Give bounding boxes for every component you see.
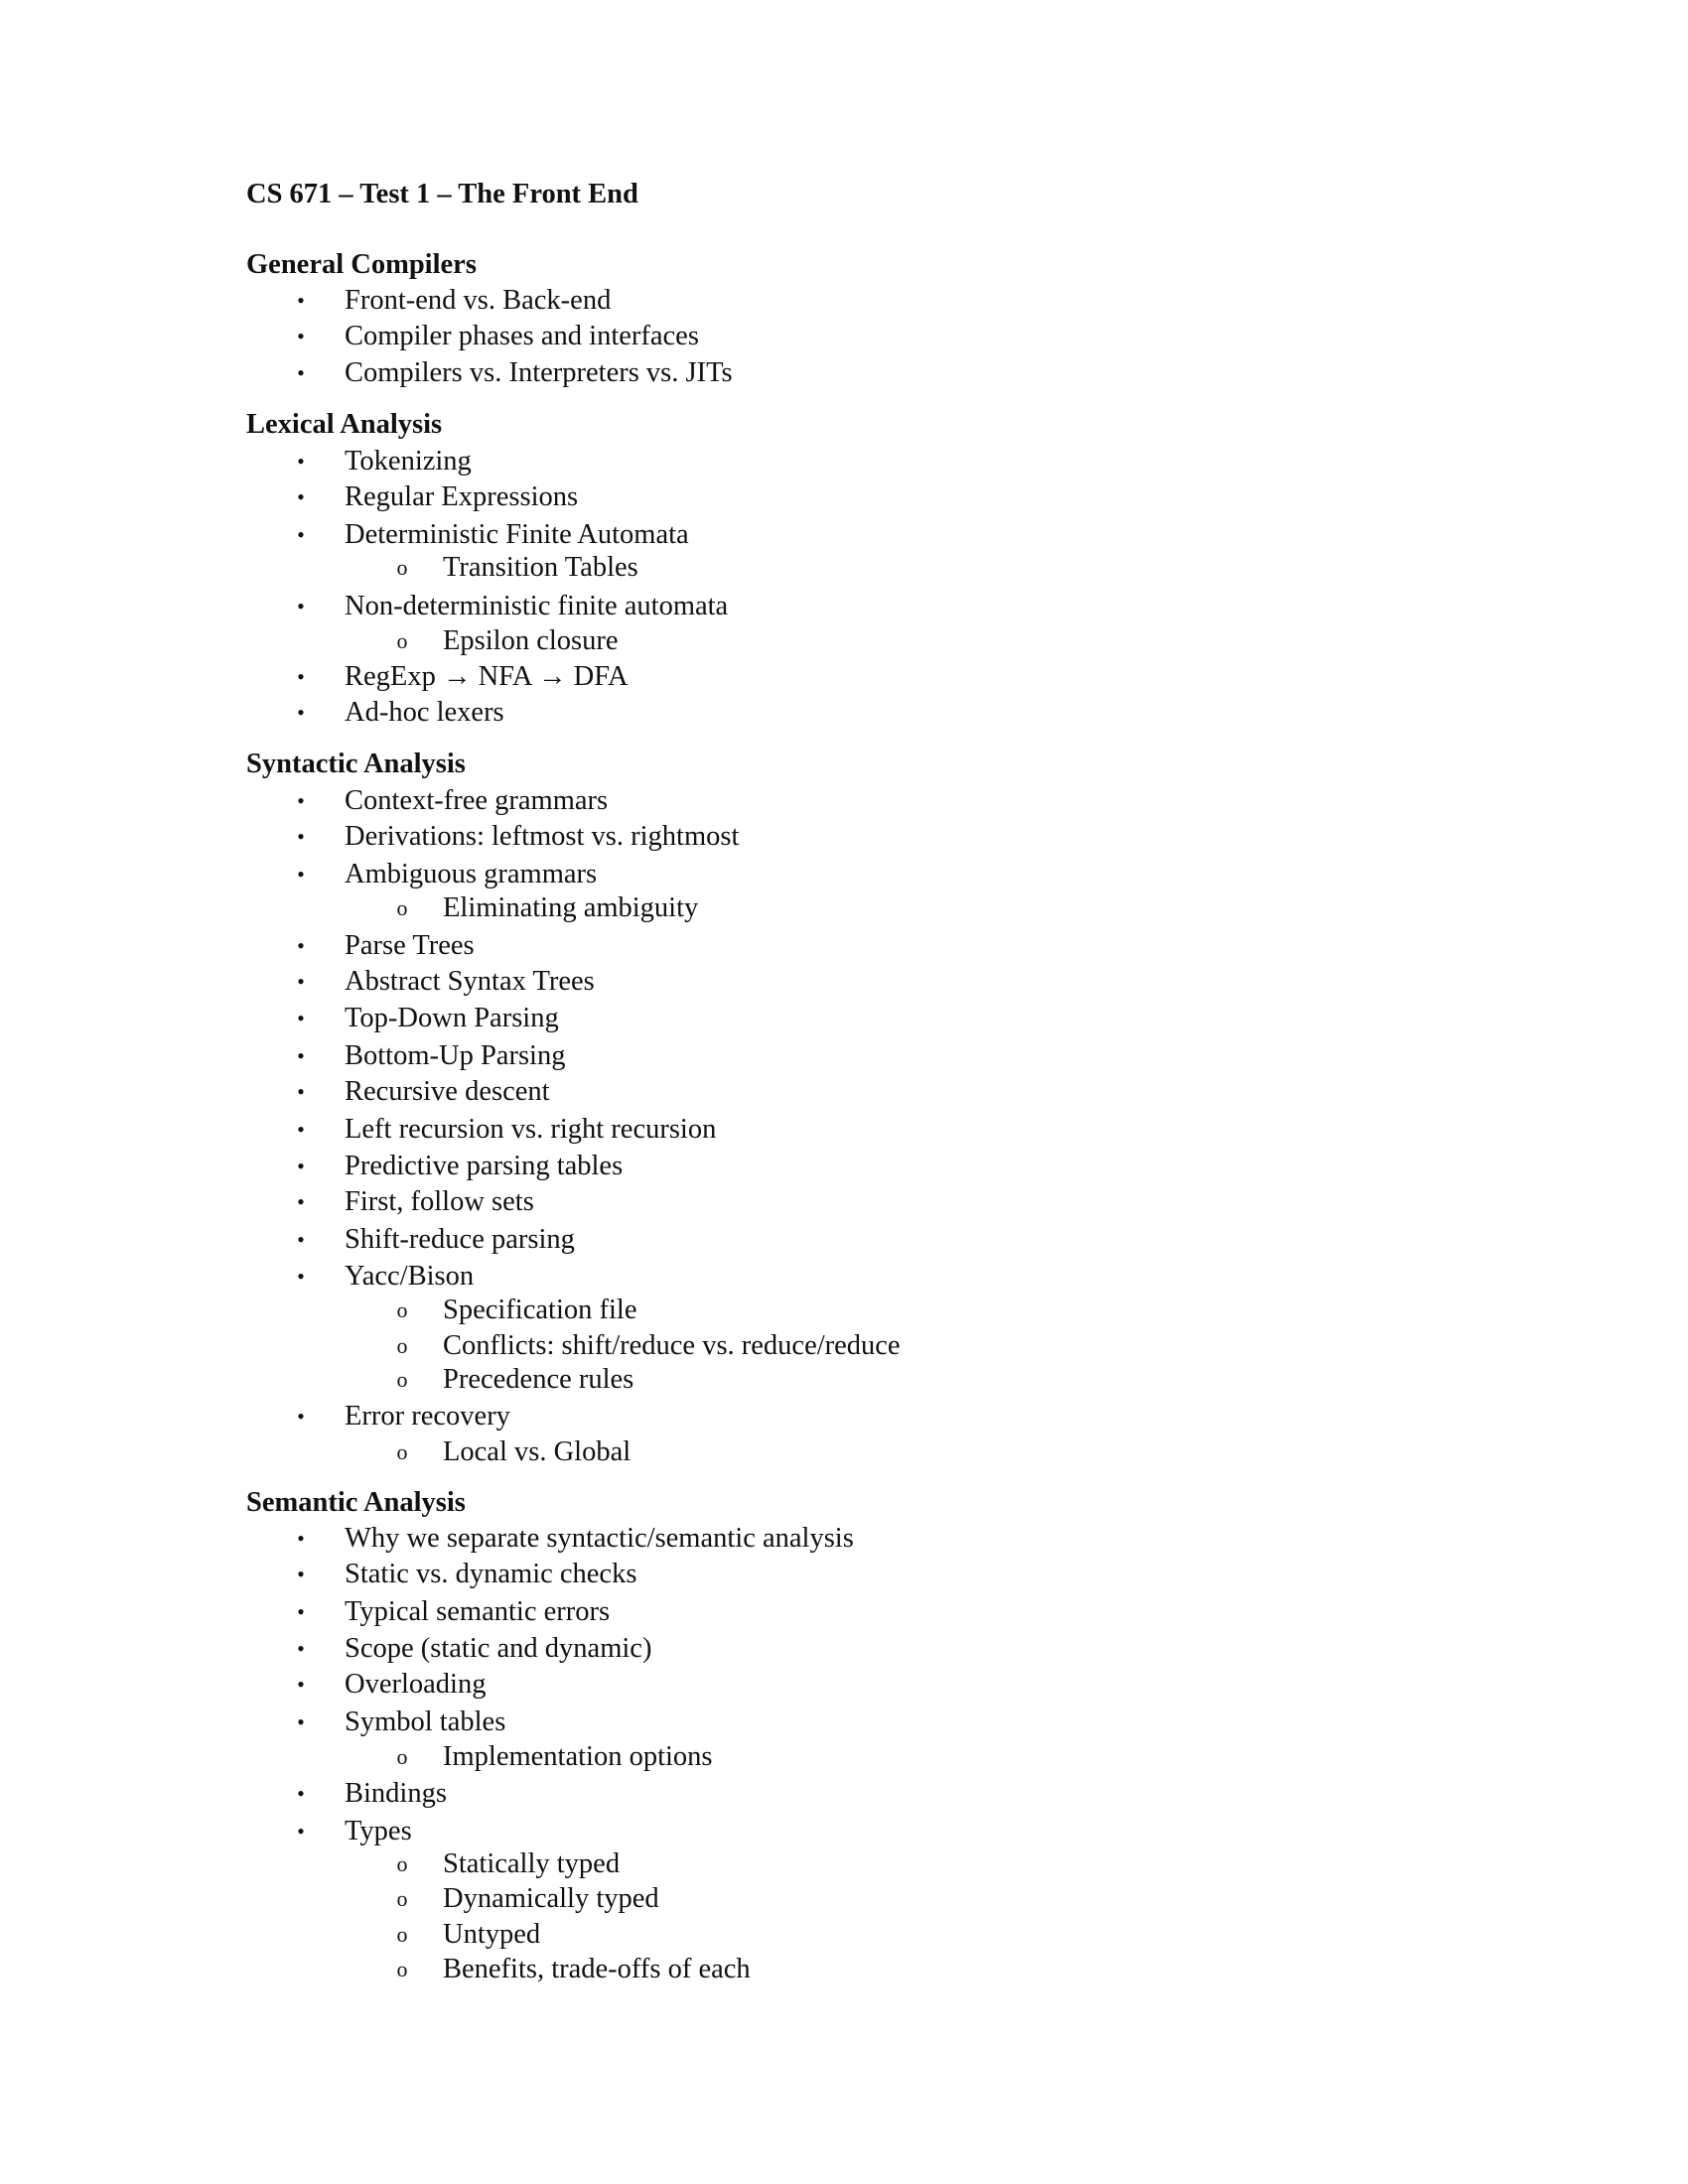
bullet-icon: • xyxy=(297,1599,305,1624)
list-item: Bottom-Up Parsing xyxy=(345,1040,566,1071)
bullet-icon: • xyxy=(297,788,305,813)
bullet-icon: • xyxy=(297,824,305,849)
sub-list-item: Precedence rules xyxy=(443,1364,634,1395)
list-item: Scope (static and dynamic) xyxy=(345,1633,652,1664)
sub-bullet-icon: o xyxy=(396,555,408,580)
sub-list-item: Eliminating ambiguity xyxy=(443,892,699,923)
sub-bullet-icon: o xyxy=(396,1886,408,1911)
bullet-icon: • xyxy=(297,324,305,348)
bullet-icon: • xyxy=(297,700,305,725)
bullet-icon: • xyxy=(297,1562,305,1586)
list-item: Overloading xyxy=(345,1669,487,1700)
list-item: Top-Down Parsing xyxy=(345,1003,559,1033)
bullet-icon: • xyxy=(297,1006,305,1030)
list-item: Recursive descent xyxy=(345,1076,550,1107)
sub-bullet-icon: o xyxy=(396,895,408,920)
bullet-icon: • xyxy=(297,1043,305,1068)
list-item: Types xyxy=(345,1816,412,1846)
list-item: Compilers vs. Interpreters vs. JITs xyxy=(345,357,733,388)
list-item: Ad-hoc lexers xyxy=(345,697,504,728)
bullet-icon: • xyxy=(297,1672,305,1697)
bullet-icon: • xyxy=(297,360,305,385)
sub-bullet-icon: o xyxy=(396,628,408,653)
list-item: Error recovery xyxy=(345,1401,510,1432)
list-item: Parse Trees xyxy=(345,930,475,961)
bullet-icon: • xyxy=(297,1636,305,1661)
sub-list-item: Local vs. Global xyxy=(443,1436,632,1467)
section-heading-general-compilers: General Compilers xyxy=(246,249,477,280)
sub-bullet-icon: o xyxy=(396,1367,408,1392)
list-item: Ambiguous grammars xyxy=(345,859,598,889)
bullet-icon: • xyxy=(297,933,305,958)
bullet-icon: • xyxy=(297,862,305,887)
sub-list-item: Untyped xyxy=(443,1919,541,1950)
sub-list-item: Transition Tables xyxy=(443,552,638,583)
bullet-icon: • xyxy=(297,1227,305,1252)
bullet-icon: • xyxy=(297,664,305,689)
section-heading-lexical-analysis: Lexical Analysis xyxy=(246,409,443,440)
bullet-icon: • xyxy=(297,484,305,509)
document-title: CS 671 – Test 1 – The Front End xyxy=(246,179,638,209)
bullet-icon: • xyxy=(297,1819,305,1843)
list-item: Compiler phases and interfaces xyxy=(345,321,699,351)
list-item: Bindings xyxy=(345,1778,447,1809)
sub-bullet-icon: o xyxy=(396,1333,408,1358)
list-item: Yacc/Bison xyxy=(345,1261,475,1292)
list-item: Shift-reduce parsing xyxy=(345,1224,575,1255)
list-item: Deterministic Finite Automata xyxy=(345,519,689,550)
bullet-icon: • xyxy=(297,1404,305,1429)
sub-list-item: Statically typed xyxy=(443,1848,621,1879)
list-item: Derivations: leftmost vs. rightmost xyxy=(345,821,740,852)
sub-bullet-icon: o xyxy=(396,1297,408,1322)
bullet-icon: • xyxy=(297,1709,305,1734)
list-item: First, follow sets xyxy=(345,1186,534,1217)
sub-list-item: Conflicts: shift/reduce vs. reduce/reduce xyxy=(443,1330,901,1361)
sub-bullet-icon: o xyxy=(396,1957,408,1981)
list-item: Front-end vs. Back-end xyxy=(345,285,612,316)
sub-list-item: Dynamically typed xyxy=(443,1883,659,1914)
list-item: Symbol tables xyxy=(345,1706,506,1737)
bullet-icon: • xyxy=(297,969,305,994)
sub-bullet-icon: o xyxy=(396,1744,408,1769)
sub-list-item: Specification file xyxy=(443,1295,637,1325)
bullet-icon: • xyxy=(297,288,305,313)
list-item: Regular Expressions xyxy=(345,481,579,512)
section-heading-syntactic-analysis: Syntactic Analysis xyxy=(246,749,466,779)
list-item: Typical semantic errors xyxy=(345,1596,611,1627)
bullet-icon: • xyxy=(297,1117,305,1142)
list-item: Why we separate syntactic/semantic analysis xyxy=(345,1523,854,1554)
sub-bullet-icon: o xyxy=(396,1851,408,1876)
bullet-icon: • xyxy=(297,522,305,547)
bullet-icon: • xyxy=(297,594,305,618)
list-item: Static vs. dynamic checks xyxy=(345,1559,637,1589)
bullet-icon: • xyxy=(297,449,305,474)
list-item: Predictive parsing tables xyxy=(345,1151,624,1181)
sub-list-item: Epsilon closure xyxy=(443,625,619,656)
bullet-icon: • xyxy=(297,1781,305,1806)
bullet-icon: • xyxy=(297,1264,305,1289)
sub-list-item: Implementation options xyxy=(443,1741,713,1772)
list-item: Context-free grammars xyxy=(345,785,609,816)
bullet-icon: • xyxy=(297,1189,305,1214)
list-item: Left recursion vs. right recursion xyxy=(345,1114,717,1145)
list-item: RegExp → NFA → DFA xyxy=(345,661,629,692)
list-item: Tokenizing xyxy=(345,446,472,477)
bullet-icon: • xyxy=(297,1154,305,1178)
sub-bullet-icon: o xyxy=(396,1439,408,1464)
sub-bullet-icon: o xyxy=(396,1922,408,1947)
section-heading-semantic-analysis: Semantic Analysis xyxy=(246,1487,466,1518)
bullet-icon: • xyxy=(297,1526,305,1551)
bullet-icon: • xyxy=(297,1079,305,1104)
list-item: Non-deterministic finite automata xyxy=(345,591,729,621)
sub-list-item: Benefits, trade-offs of each xyxy=(443,1954,751,1984)
list-item: Abstract Syntax Trees xyxy=(345,966,595,997)
